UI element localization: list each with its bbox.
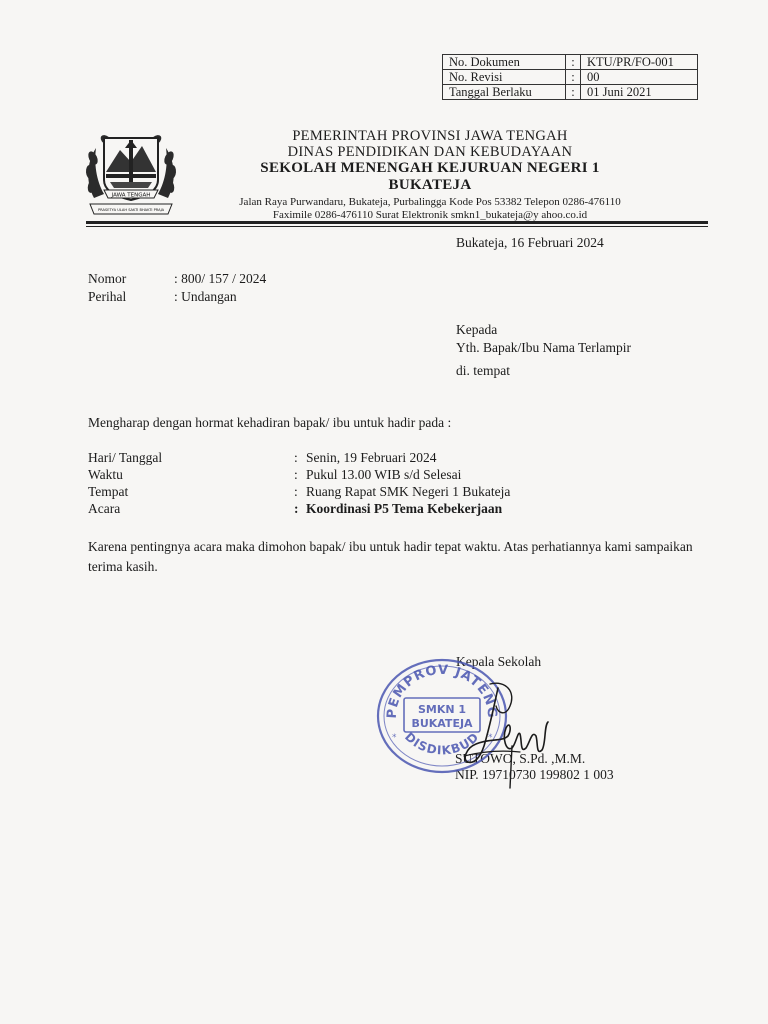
doc-label: No. Revisi [443, 70, 566, 85]
detail-separator: : [294, 450, 298, 465]
detail-label: Acara [88, 501, 121, 516]
doc-separator: : [566, 85, 581, 100]
detail-value-time: Pukul 13.00 WIB s/d Selesai [306, 467, 462, 482]
letterhead-school-city: BUKATEJA [388, 177, 472, 193]
doc-value: 01 Juni 2021 [581, 85, 698, 100]
detail-separator: : [294, 501, 299, 516]
doc-row-number [443, 55, 698, 70]
detail-value-date: Senin, 19 Februari 2024 [306, 450, 437, 465]
perihal-value: : Undangan [174, 289, 237, 304]
perihal-label: Perihal [88, 289, 127, 304]
letterhead-government: PEMERINTAH PROVINSI JAWA TENGAH [292, 128, 568, 144]
place-date: Bukateja, 16 Februari 2024 [456, 235, 604, 250]
recipient-place: di. tempat [456, 363, 510, 378]
detail-value-event: Koordinasi P5 Tema Kebekerjaan [306, 501, 503, 516]
svg-text:*: * [392, 733, 397, 743]
doc-separator: : [566, 70, 581, 85]
detail-label: Tempat [88, 484, 129, 499]
signatory-nip: NIP. 19710730 199802 1 003 [455, 767, 614, 782]
letterhead-divider-thin [86, 226, 708, 227]
logo-ribbon-top: JAWA TENGAH [111, 192, 151, 199]
stamp-top-text: PEMPROV JATENG [384, 662, 500, 720]
detail-label: Waktu [88, 467, 123, 482]
letterhead [200, 128, 660, 222]
handwritten-signature-icon [450, 676, 560, 796]
opening-sentence: Mengharap dengan hormat kehadiran bapak/ ibu untuk hadir pada : [88, 415, 452, 430]
stamp-center-line1: SMKN 1 [417, 703, 467, 716]
signatory-name: SUTOWO, S.Pd. ,M.M. [455, 751, 586, 766]
detail-separator: : [294, 467, 298, 482]
nomor-label: Nomor [88, 271, 127, 286]
doc-row-revision [443, 70, 698, 85]
detail-label: Hari/ Tanggal [88, 450, 163, 465]
letterhead-address: Jalan Raya Purwandaru, Bukateja, Purbalingga Kode Pos 53382 Telepon 0286-476110 [239, 196, 621, 208]
doc-value: KTU/PR/FO-001 [581, 55, 698, 70]
letterhead-divider-thick [86, 221, 708, 224]
signatory-title: Kepala Sekolah [456, 654, 542, 669]
nomor-value: : 800/ 157 / 2024 [174, 271, 267, 286]
closing-paragraph: Karena pentingnya acara maka dimohon bapak/ ibu untuk hadir tepat waktu. Atas perhatiannya kami sampaikan terima kasih. [88, 539, 693, 574]
recipient-name: Yth. Bapak/Ibu Nama Terlampir [456, 340, 632, 355]
letterhead-contact: Faximile 0286-476110 Surat Elektronik smkn1_bukateja@y ahoo.co.id [272, 209, 588, 221]
doc-value: 00 [581, 70, 698, 85]
doc-separator: : [566, 55, 581, 70]
doc-label: No. Dokumen [443, 55, 566, 70]
svg-text:*: * [488, 733, 493, 743]
stamp-bottom-text: DISDIKBUD [402, 729, 482, 758]
detail-value-place: Ruang Rapat SMK Negeri 1 Bukateja [306, 484, 511, 499]
logo-ribbon-bottom: PRASETYA ULAH SAKTI BHAKTI PRAJA [97, 208, 165, 212]
stamp-center-line2: BUKATEJA [411, 717, 473, 730]
letterhead-school-name: SEKOLAH MENENGAH KEJURUAN NEGERI 1 [260, 160, 600, 176]
document-control-table [442, 54, 698, 100]
recipient-to: Kepada [456, 322, 498, 337]
doc-label: Tanggal Berlaku [443, 85, 566, 100]
letterhead-department: DINAS PENDIDIKAN DAN KEBUDAYAAN [287, 144, 573, 160]
doc-row-effective-date [443, 85, 698, 100]
detail-separator: : [294, 484, 298, 499]
central-java-coat-of-arms-icon [84, 128, 178, 220]
